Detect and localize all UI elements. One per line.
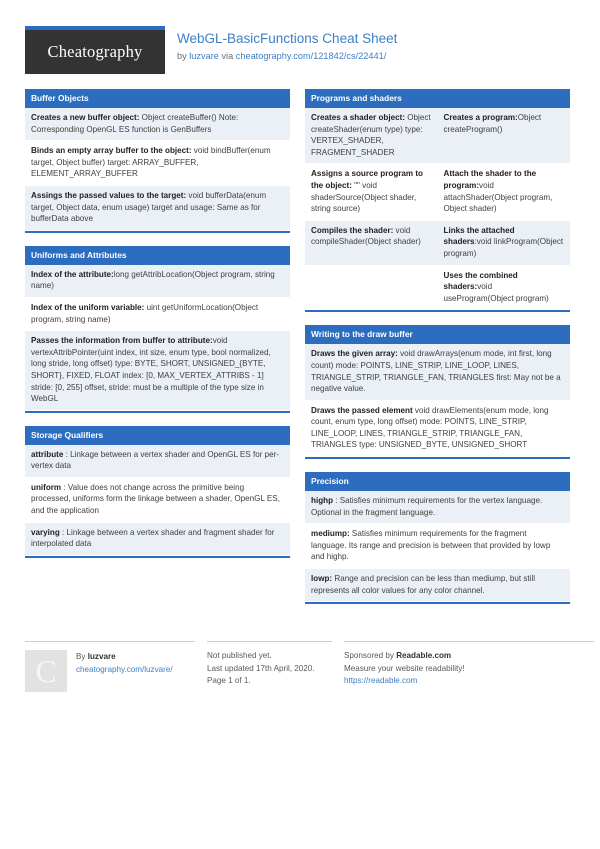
- cell-term: Attach the shader to the program:: [443, 169, 537, 190]
- left-column: [25, 89, 290, 617]
- publish-status: Not published yet.: [207, 651, 272, 661]
- title-block: [177, 26, 397, 63]
- table-section: [25, 89, 290, 233]
- table-cell: [25, 331, 290, 410]
- table-cell: [305, 401, 570, 456]
- section-title: Programs and shaders: [305, 89, 570, 108]
- table-cell: [305, 221, 438, 265]
- right-column: [305, 89, 570, 617]
- section-title: Uniforms and Attributes: [25, 246, 290, 265]
- logo-text: Cheatography: [47, 42, 143, 61]
- cell-term: Creates a program:: [443, 113, 518, 122]
- cell-term: Links the attached shaders: [443, 225, 515, 247]
- cell-description: Object createShader(enum type) type: VERTEX_SHADER, FRAGMENT_SHADER: [311, 113, 431, 157]
- table-row: [25, 141, 290, 186]
- table-cell: [305, 108, 438, 163]
- cell-description: void vertexAttribPointer(uint index, int size, enum type, bool normalized, long stride, long offset) type: BYTE, SHORT, UNSIGNED_{BYTE, SHORT}, FIXED, FLOAT index: [0, MAX_VERTEX_ATTRIBS - 1] stride: [0, 255] offset, stride: must be a multiple of the type size in WebGL: [31, 336, 271, 404]
- page-header: [25, 26, 575, 78]
- cell-term: Draws the passed element: [311, 405, 413, 415]
- table-cell: [25, 445, 290, 477]
- sponsor-tagline: Measure your website readability!: [344, 663, 465, 673]
- source-url-link[interactable]: cheatography.com/121842/cs/22441/: [235, 51, 387, 61]
- cell-description: : Satisfies minimum requirements for the vertex language. Optional in the fragment language.: [311, 496, 543, 517]
- cell-description: void useProgram(Object program): [443, 282, 549, 303]
- footer-sponsor-block: [344, 641, 594, 692]
- table-cell: [25, 478, 290, 522]
- footer-author-url[interactable]: cheatography.com/luzvare/: [76, 664, 173, 674]
- table-row: [305, 569, 570, 602]
- table-section: [305, 325, 570, 459]
- footer-author-block: [25, 641, 195, 692]
- section-title: Storage Qualifiers: [25, 426, 290, 445]
- cell-description: : Linkage between a vertex shader and fragment shader for interpolated data: [31, 527, 275, 549]
- table-row: [305, 524, 570, 569]
- cheatography-logo[interactable]: [25, 26, 165, 74]
- table-row: [305, 108, 570, 164]
- sponsor-url[interactable]: https://readable.com: [344, 676, 418, 686]
- page-info: Page 1 of 1.: [207, 676, 251, 686]
- last-updated: Last updated 17th April, 2020.: [207, 663, 315, 673]
- table-cell: [25, 298, 290, 330]
- table-cell: [25, 108, 290, 140]
- footer-author-lines: [76, 650, 173, 692]
- table-cell: [305, 491, 570, 523]
- cell-term: Passes the information from buffer to attribute:: [31, 336, 213, 346]
- footer-by-label: By: [76, 652, 88, 662]
- table-row: [25, 478, 290, 523]
- cell-term: Creates a new buffer object:: [31, 113, 140, 122]
- table-section: [305, 472, 570, 604]
- cell-term: varying: [31, 527, 60, 537]
- cell-description: void drawElements(enum mode, long count, enum type, long offset) mode: POINTS, LINE_STRIP, LINE_LOOP, LINES, TRIANGLE_STRIP, TRIANGLE_FAN, TRIANGLES type: UNSIGNED_BYTE, UNSIGNED_SHORT: [311, 405, 549, 450]
- table-row: [25, 298, 290, 331]
- cell-description: uint getUniformLocation(Object program, string name): [31, 302, 259, 324]
- table-cell: [25, 265, 290, 297]
- section-title: Writing to the draw buffer: [305, 325, 570, 344]
- author-link[interactable]: luzvare: [189, 51, 219, 61]
- table-cell: [25, 523, 290, 555]
- table-cell: [438, 266, 571, 310]
- footer-publish-block: [207, 641, 332, 692]
- cell-term: Compiles the shader:: [311, 225, 394, 235]
- table-row: [25, 523, 290, 556]
- cell-term: attribute: [31, 449, 64, 459]
- cell-description: Satisfies minimum requirements for the fragment language. Its range and precision is between that provided by lowp and highp.: [311, 529, 551, 562]
- table-cell: [305, 569, 570, 601]
- table-row: [305, 344, 570, 400]
- cell-term: Creates a shader object:: [311, 113, 406, 122]
- table-row: [305, 491, 570, 524]
- sponsor-name: Readable.com: [396, 651, 452, 661]
- sponsor-prefix: Sponsored by: [344, 651, 397, 661]
- page-title: WebGL-BasicFunctions Cheat Sheet: [177, 31, 398, 46]
- cell-term: Binds an empty array buffer to the object:: [31, 146, 192, 156]
- table-row: [305, 266, 570, 311]
- cell-term: Uses the combined shaders:: [443, 270, 518, 292]
- section-title: Precision: [305, 472, 570, 491]
- avatar: C: [25, 650, 67, 692]
- table-section: [305, 89, 570, 312]
- sponsor-line: [344, 650, 594, 663]
- table-row: [25, 331, 290, 411]
- table-section: [25, 426, 290, 558]
- cell-description: void bindBuffer(enum target, Object buffer) target: ARRAY_BUFFER, ELEMENT_ARRAY_BUFFER: [31, 146, 271, 179]
- cell-description: Object createBuffer() Note: Corresponding OpenGL ES function is GenBuffers: [31, 113, 239, 134]
- page-footer: [25, 631, 575, 692]
- table-row: [25, 108, 290, 141]
- footer-by-line: [76, 651, 173, 664]
- cell-description: "" void shaderSource(Object shader, string source): [311, 180, 417, 214]
- table-cell: [305, 164, 438, 219]
- cell-description: void compileShader(Object shader): [311, 225, 421, 247]
- cell-description: : Value does not change across the primitive being processed, uniforms form the linkage between a shader, OpenGL ES, and the application: [31, 482, 280, 516]
- byline: [177, 49, 397, 63]
- table-row: [25, 265, 290, 298]
- table-row: [25, 445, 290, 478]
- cell-term: Index of the uniform variable:: [31, 302, 145, 312]
- cell-description: :void linkProgram(Object program): [443, 237, 564, 258]
- cell-description: void attachShader(Object program, Object shader): [443, 180, 553, 214]
- content-columns: [25, 89, 575, 617]
- table-row: [25, 186, 290, 231]
- cell-description: long getAttribLocation(Object program, string name): [31, 269, 275, 291]
- table-row: [305, 401, 570, 457]
- table-row: [305, 164, 570, 220]
- cell-term: uniform: [31, 482, 62, 492]
- table-cell: [438, 108, 571, 163]
- cell-description: void drawArrays(enum mode, int first, long count) mode: POINTS, LINE_STRIP, LINE_LOOP, LINES, TRIANGLE_STRIP, TRIANGLE_FAN, TRIANGLES first: May not be a negative value.: [311, 349, 561, 394]
- table-row: [305, 221, 570, 266]
- section-title: Buffer Objects: [25, 89, 290, 108]
- footer-author-name: luzvare: [87, 652, 116, 662]
- cell-term: Draws the given array:: [311, 349, 398, 359]
- byline-via: via: [218, 51, 236, 61]
- cell-description: Object createProgram(): [443, 113, 542, 134]
- cell-description: : Linkage between a vertex shader and OpenGL ES for per-vertex data: [31, 449, 280, 471]
- cell-description: void bufferData(enum target, Object data, enum usage) target and usage: Same as for bufferData above: [31, 190, 267, 224]
- cell-term: highp: [311, 496, 334, 506]
- table-cell: [305, 344, 570, 399]
- byline-prefix: by: [177, 51, 190, 61]
- cell-term: mediump:: [311, 529, 350, 539]
- table-cell: [438, 221, 571, 265]
- table-cell: [305, 524, 570, 568]
- cell-term: lowp:: [311, 574, 333, 584]
- cell-term: Assings the passed values to the target:: [31, 190, 187, 200]
- cell-description: Range and precision can be less than mediump, but still represents all color values for any color channel.: [311, 574, 536, 595]
- table-cell: [25, 186, 290, 230]
- table-cell: [25, 141, 290, 185]
- cell-term: Index of the attribute:: [31, 269, 114, 279]
- table-cell: [305, 266, 438, 310]
- table-cell: [438, 164, 571, 219]
- cell-term: Assigns a source program to the object:: [311, 169, 423, 190]
- table-section: [25, 246, 290, 413]
